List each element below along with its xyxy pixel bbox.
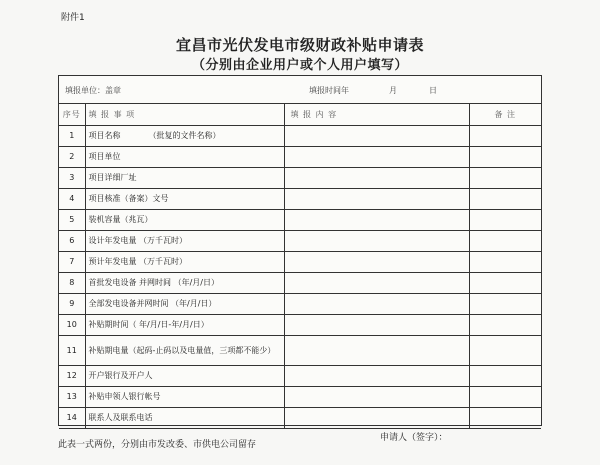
- row-item-label: 补贴期时间（ 年/月/日-年/月/日）: [88, 320, 209, 329]
- row-item: [85, 146, 284, 167]
- row-number: 3: [59, 167, 85, 188]
- row-item: [85, 335, 284, 365]
- month-label: 月: [389, 86, 397, 95]
- table-row: [59, 209, 541, 230]
- row-content-field[interactable]: [284, 386, 469, 407]
- row-number: 6: [59, 230, 85, 251]
- row-number: 10: [59, 314, 85, 335]
- row-item: [85, 125, 284, 146]
- table-row: [59, 386, 541, 407]
- row-remark-field[interactable]: [469, 407, 541, 428]
- table-row: [59, 251, 541, 272]
- row-item: [85, 188, 284, 209]
- row-number: 5: [59, 209, 85, 230]
- row-item-label: 联系人及联系电话: [88, 413, 153, 422]
- row-remark-field[interactable]: [469, 188, 541, 209]
- row-remark-field[interactable]: [469, 146, 541, 167]
- row-number: 9: [59, 293, 85, 314]
- row-number: 12: [59, 365, 85, 386]
- row-remark-field[interactable]: [469, 167, 541, 188]
- row-item: [85, 167, 284, 188]
- time-label: 填报时间年: [309, 86, 349, 95]
- row-number: 13: [59, 386, 85, 407]
- row-number: 8: [59, 272, 85, 293]
- row-item: [85, 209, 284, 230]
- row-content-field[interactable]: [284, 146, 469, 167]
- row-content-field[interactable]: [284, 272, 469, 293]
- row-content-field[interactable]: [284, 335, 469, 365]
- table-row: [59, 167, 541, 188]
- row-remark-field[interactable]: [469, 251, 541, 272]
- table-row: [59, 146, 541, 167]
- row-number: 7: [59, 251, 85, 272]
- row-content-field[interactable]: [284, 314, 469, 335]
- row-item: [85, 314, 284, 335]
- row-number: 14: [59, 407, 85, 428]
- row-item-label: 项目核准（备案）文号: [88, 194, 169, 203]
- table-row: [59, 230, 541, 251]
- row-content-field[interactable]: [284, 251, 469, 272]
- form-table: [59, 104, 541, 429]
- row-item-label: 项目名称: [88, 131, 121, 140]
- row-remark-field[interactable]: [469, 293, 541, 314]
- row-remark-field[interactable]: [469, 335, 541, 365]
- table-row: [59, 335, 541, 365]
- col-remark-header: 备 注: [469, 104, 541, 125]
- form-header-row: [59, 76, 541, 104]
- row-content-field[interactable]: [284, 188, 469, 209]
- table-row: [59, 407, 541, 428]
- row-item: [85, 365, 284, 386]
- row-item-label: 装机容量（兆瓦）: [88, 215, 153, 224]
- row-remark-field[interactable]: [469, 209, 541, 230]
- row-item: [85, 272, 284, 293]
- table-row: [59, 314, 541, 335]
- table-row: [59, 188, 541, 209]
- row-content-field[interactable]: [284, 125, 469, 146]
- row-item-label: 项目单位: [88, 152, 121, 161]
- row-item: [85, 407, 284, 428]
- footer-note: 此表一式两份，分别由市发改委、市供电公司留存: [58, 440, 257, 450]
- row-item: [85, 251, 284, 272]
- row-content-field[interactable]: [284, 293, 469, 314]
- row-number: 11: [59, 335, 85, 365]
- row-content-field[interactable]: [284, 209, 469, 230]
- day-label: 日: [429, 86, 437, 95]
- col-seq-header: 序号: [59, 104, 85, 125]
- row-item: [85, 293, 284, 314]
- table-row: [59, 293, 541, 314]
- table-row: [59, 365, 541, 386]
- row-item-label: 设计年发电量 （万千瓦时）: [88, 236, 188, 245]
- row-item: [85, 386, 284, 407]
- row-remark-field[interactable]: [469, 386, 541, 407]
- row-remark-field[interactable]: [469, 230, 541, 251]
- col-content-header: 填 报 内 容: [284, 104, 469, 125]
- row-item-note: （批复的文件名称）: [148, 131, 221, 140]
- unit-label: 填报单位：盖章: [65, 86, 121, 95]
- row-item-label: 补贴申领人银行帐号: [88, 392, 161, 401]
- row-remark-field[interactable]: [469, 272, 541, 293]
- row-item-label: 开户银行及开户人: [88, 371, 153, 380]
- table-row: [59, 125, 541, 146]
- applicant-signature-label: 申请人（签字）：: [380, 433, 448, 443]
- attachment-label: 附件1: [61, 13, 85, 23]
- table-header-row: [59, 104, 541, 125]
- row-remark-field[interactable]: [469, 314, 541, 335]
- table-row: [59, 272, 541, 293]
- form-title: 宜昌市光伏发电市级财政补贴申请表: [175, 36, 424, 54]
- application-form: [58, 75, 542, 426]
- row-item-label: 项目详细厂址: [88, 173, 137, 182]
- row-number: 1: [59, 125, 85, 146]
- row-content-field[interactable]: [284, 167, 469, 188]
- row-remark-field[interactable]: [469, 365, 541, 386]
- row-item-label: 预计年发电量 （万千瓦时）: [88, 257, 188, 266]
- row-content-field[interactable]: [284, 407, 469, 428]
- col-item-header: 填 报 事 项: [85, 104, 284, 125]
- row-item-label: 补贴期电量（起码-止码以及电量值，三项都不能少）: [88, 345, 276, 355]
- row-item-label: 首批发电设备 并网时间 （年/月/日）: [88, 278, 219, 287]
- row-item-label: 全部发电设备并网时间 （年/月/日）: [88, 299, 217, 308]
- row-remark-field[interactable]: [469, 125, 541, 146]
- form-subtitle: （分别由企业用户或个人用户填写）: [191, 58, 408, 73]
- row-number: 4: [59, 188, 85, 209]
- row-number: 2: [59, 146, 85, 167]
- row-item: [85, 230, 284, 251]
- row-content-field[interactable]: [284, 365, 469, 386]
- row-content-field[interactable]: [284, 230, 469, 251]
